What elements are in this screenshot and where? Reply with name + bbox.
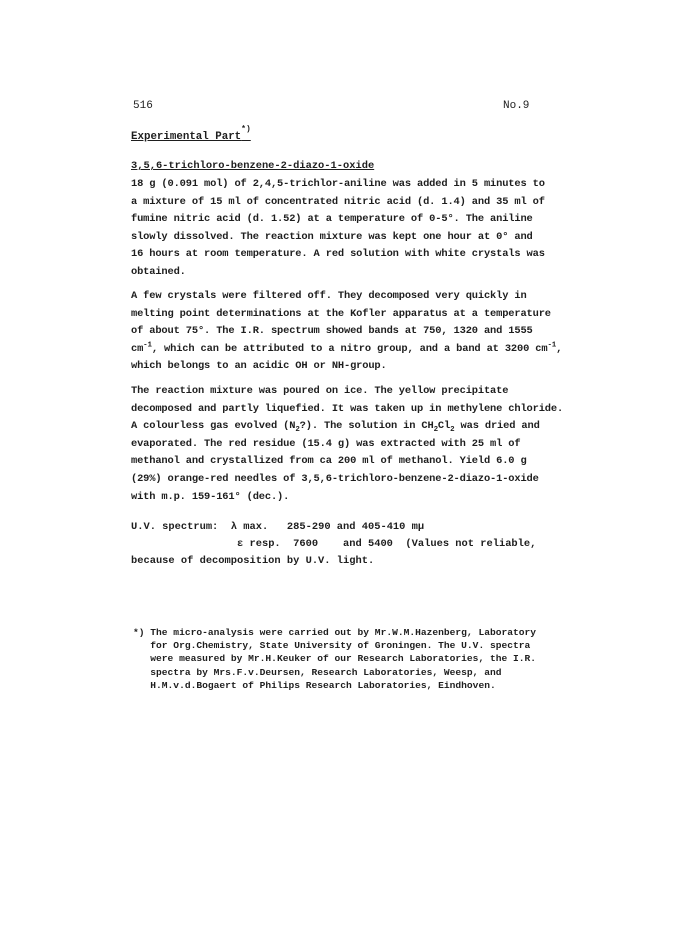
footnote-marker: *) [241, 125, 251, 135]
text-line: 18 g (0.091 mol) of 2,4,5-trichlor-aniline was added in 5 minutes to [131, 178, 545, 190]
footnote-mark: *) [133, 627, 145, 638]
text-line: A few crystals were filtered off. They decomposed very quickly in [131, 290, 527, 302]
text-line: fumine nitric acid (d. 1.52) at a temperature of 0-5°. The aniline [131, 213, 533, 226]
text-line: The reaction mixture was poured on ice. The yellow precipitate [131, 385, 509, 397]
uv-eps-row [131, 536, 536, 553]
section-title [131, 125, 251, 147]
text-line: slowly dissolved. The reaction mixture was kept one hour at 0° and [131, 230, 533, 243]
journal-issue-number: No.9 [503, 100, 530, 112]
text-line: 16 hours at room temperature. A red solution with white crystals was [131, 248, 545, 261]
footnote [133, 626, 536, 692]
text-line: a mixture of 15 ml of concentrated nitric acid (d. 1.4) and 35 ml of [131, 195, 545, 208]
page-number: 516 [133, 100, 153, 112]
text-line: with m.p. 159-161° (dec.). [131, 490, 290, 503]
uv-spectrum-block [131, 519, 536, 570]
paragraph-crystals [131, 288, 562, 376]
footnote-line: were measured by Mr.H.Keuker of our Research Laboratories, the I.R. [150, 653, 537, 665]
text-line: of about 75°. The I.R. spectrum showed bands at 750, 1320 and 1555 [131, 325, 533, 338]
footnote-line: *) The micro-analysis were carried out by Mr.W.M.Hazenberg, Laboratory [133, 627, 537, 638]
footnote-line: for Org.Chemistry, State University of Groningen. The U.V. spectra [150, 640, 531, 652]
section-title-text: Experimental Part [131, 131, 242, 143]
footnote-line: spectra by Mrs.F.v.Deursen, Research Laboratories, Weesp, and [150, 666, 502, 678]
text-line: melting point determinations at the Kofler apparatus at a temperature [131, 307, 551, 320]
text-line: which belongs to an acidic OH or NH-group. [131, 360, 387, 373]
uv-eps-label: ε resp. [237, 538, 281, 550]
text-line: methanol and crystallized from ca 200 ml of methanol. Yield 6.0 g [131, 455, 527, 468]
uv-lambda-label: λ max. [230, 521, 269, 533]
text-line: obtained. [131, 265, 186, 278]
uv-note: (Values not reliable, [405, 538, 537, 550]
uv-lambda-values: 285-290 and 405-410 mμ [286, 521, 425, 533]
text-line: (29%) orange-red needles of 3,5,6-trichloro-benzene-2-diazo-1-oxide [131, 472, 539, 485]
compound-heading: 3,5,6-trichloro-benzene-2-diazo-1-oxide [131, 160, 375, 172]
paragraph-synthesis [131, 176, 545, 282]
text-line: evaporated. The red residue (15.4 g) was extracted with 25 ml of [131, 437, 521, 450]
paragraph-workup [131, 383, 563, 506]
text-line: $cm^{-1}$, which can be attributed to a nitro group, and a band at 3200 $cm^{-1}$, [131, 341, 563, 355]
text-line: decomposed and partly liquefied. It was taken up in methylene chloride. [131, 402, 564, 415]
footnote-line: H.M.v.d.Bogaert of Philips Research Laboratories, Eindhoven. [150, 679, 496, 691]
uv-eps-values: 7600 and 5400 [293, 538, 393, 550]
uv-note-cont: because of decomposition by U.V. light. [131, 555, 375, 567]
text-line: A colourless gas evolved $(N_2?)$. The solution in $CH_2Cl_2$ was dried and [131, 420, 540, 435]
uv-lambda-row [131, 519, 536, 536]
uv-label: U.V. spectrum: [131, 521, 219, 533]
